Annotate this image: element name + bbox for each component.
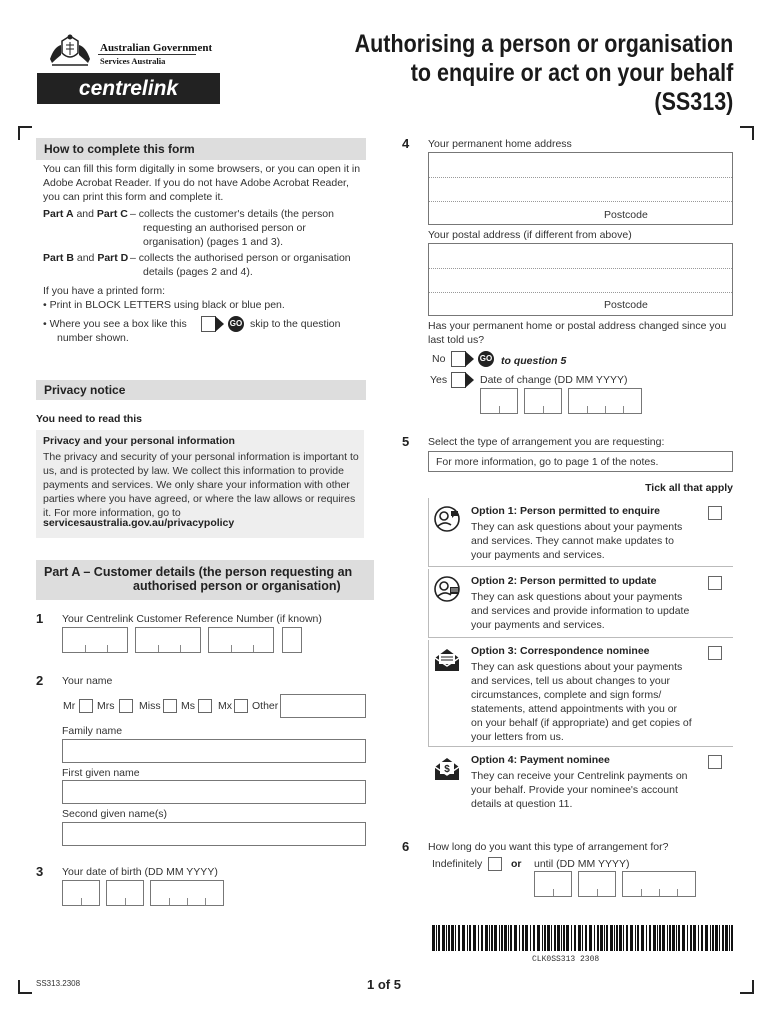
barcode-bar — [667, 925, 668, 951]
barcode-bar — [448, 925, 450, 951]
crop-mark-top-left — [18, 126, 32, 140]
dob-day[interactable] — [62, 880, 100, 906]
barcode-bar — [537, 925, 540, 951]
q1-label: Your Centrelink Customer Reference Number (if known) — [62, 613, 322, 625]
option-2-checkbox[interactable] — [708, 576, 722, 590]
barcode-bar — [662, 925, 665, 951]
barcode-bar — [641, 925, 644, 951]
barcode-bar — [600, 925, 603, 951]
barcode-bar — [462, 925, 465, 951]
barcode-bar — [510, 925, 512, 951]
family-name-input[interactable] — [62, 739, 366, 763]
title-other-input[interactable] — [280, 694, 366, 718]
title-line-1: Authorising a person or organisation — [354, 30, 733, 58]
option-3-desc-1: They can ask questions about your payments — [471, 661, 683, 673]
privacy-body: The privacy and security of your personal information is important to us, and is protected by law. We collect this information to provide payments and services. We only share your information with other parties where you have agreed, or where the law allows or requires it. For more information, go to — [43, 451, 359, 519]
q4-number: 4 — [402, 136, 410, 151]
barcode-bar — [715, 925, 718, 951]
coat-of-arms-icon — [48, 33, 92, 67]
barcode-bar — [501, 925, 503, 951]
part-d-label: Part D — [97, 252, 129, 264]
barcode-bar — [657, 925, 658, 951]
barcode-bar — [533, 925, 535, 951]
barcode-bar — [606, 925, 608, 951]
title-line-2: to enquire or act on your behalf — [410, 59, 733, 87]
barcode-bar — [561, 925, 562, 951]
barcode-bar — [653, 925, 656, 951]
barcode-bar — [731, 925, 733, 951]
barcode-bar — [646, 925, 647, 951]
home-postcode-label: Postcode — [604, 209, 648, 221]
option-4-desc-1: They can receive your Centrelink payments on — [471, 770, 688, 782]
q2-label: Your name — [62, 675, 113, 687]
option-3-desc-2: and services, tell us about changes to your — [471, 675, 671, 687]
barcode-bar — [630, 925, 633, 951]
option-1-desc-3: your payments and services. — [471, 549, 605, 561]
barcode-bar — [649, 925, 651, 951]
title-other-label: Other — [252, 700, 279, 712]
agency-name: Australian Government — [100, 42, 213, 54]
barcode-bar — [458, 925, 460, 951]
option-3-desc-3: circumstances, complete and sign forms/ — [471, 689, 662, 701]
barcode-bar — [589, 925, 592, 951]
printed-intro: If you have a printed form: — [43, 285, 165, 297]
option-3-checkbox[interactable] — [708, 646, 722, 660]
barcode-bar — [514, 925, 517, 951]
and-word: and — [76, 208, 94, 220]
barcode-bar — [614, 925, 615, 951]
barcode-bar — [597, 925, 599, 951]
barcode-bar — [582, 925, 583, 951]
option-3-desc — [471, 660, 726, 744]
barcode-bar — [563, 925, 565, 951]
go-to-q5-badge: GO — [478, 351, 494, 367]
barcode-bar — [687, 925, 688, 951]
option-2-title: Option 2: Person permitted to update — [471, 575, 657, 587]
how-to-heading: How to complete this form — [36, 138, 366, 160]
barcode-bar — [659, 925, 661, 951]
barcode-bar — [551, 925, 552, 951]
barcode-bar — [499, 925, 500, 951]
person-enquire-icon — [433, 505, 461, 533]
barcode-bar — [585, 925, 587, 951]
crn-seg-2[interactable] — [135, 627, 201, 653]
barcode-bar — [705, 925, 708, 951]
barcode-bar — [485, 925, 488, 951]
barcode-bar — [701, 925, 703, 951]
q6-label: How long do you want this type of arrangement for? — [428, 841, 669, 853]
barcode-bar — [676, 925, 677, 951]
indefinitely-label: Indefinitely — [432, 858, 483, 870]
date-change-label: Date of change (DD MM YYYY) — [480, 374, 628, 386]
barcode-bar — [669, 925, 671, 951]
barcode-bar — [469, 925, 471, 951]
form-version: SS313.2308 — [36, 979, 81, 988]
barcode-bar — [574, 925, 576, 951]
address-changed-question: Has your permanent home or postal address changed since you last told us? — [428, 320, 727, 346]
barcode-bar — [467, 925, 468, 951]
barcode-bar — [637, 925, 639, 951]
crn-seg-4[interactable] — [282, 627, 302, 653]
part-a-heading-line2: authorised person or organisation) — [133, 579, 341, 593]
and-word-2: and — [76, 252, 95, 264]
title-ms-checkbox[interactable] — [198, 699, 212, 713]
q5-label: Select the type of arrangement you are requesting: — [428, 436, 665, 448]
option-3-desc-6: your letters from us. — [471, 731, 564, 743]
barcode-bar — [554, 925, 556, 951]
barcode-bar — [547, 925, 550, 951]
barcode-bar — [473, 925, 476, 951]
agency-divider — [98, 54, 196, 55]
barcode-bar — [455, 925, 456, 951]
option-4-desc — [471, 769, 721, 811]
barcode-bar — [719, 925, 720, 951]
or-label: or — [511, 858, 522, 870]
option-2-desc-1: They can ask questions about your payments — [471, 591, 683, 603]
barcode-bar — [635, 925, 636, 951]
barcode-bar — [729, 925, 730, 951]
first-given-label: First given name — [62, 767, 140, 779]
dob-year[interactable] — [150, 880, 224, 906]
privacy-subheading: Privacy and your personal information — [43, 435, 235, 447]
option-1-desc-2: and services. They cannot make updates to — [471, 535, 674, 547]
barcode-bar — [571, 925, 572, 951]
q5-number: 5 — [402, 434, 410, 449]
change-day[interactable] — [480, 388, 518, 414]
title-mr-label: Mr — [63, 700, 76, 712]
privacy-heading: Privacy notice — [36, 380, 366, 400]
tick-all-note: Tick all that apply — [645, 482, 733, 494]
title-mx-checkbox[interactable] — [234, 699, 248, 713]
until-year[interactable] — [622, 871, 696, 897]
payment-envelope-icon — [433, 755, 461, 783]
barcode-bar — [610, 925, 613, 951]
crop-mark-bottom-left — [18, 980, 32, 994]
option-4-desc-2: your behalf. Provide your nominee's account — [471, 784, 678, 796]
barcode-bar — [698, 925, 699, 951]
bullet-go-post: skip to the question number shown. — [57, 318, 341, 344]
barcode-bar — [544, 925, 546, 951]
agency-subname: Services Australia — [100, 56, 166, 66]
option-1-desc — [471, 520, 711, 562]
privacy-link[interactable]: servicesaustralia.gov.au/privacypolicy — [43, 517, 235, 529]
second-given-label: Second given name(s) — [62, 808, 168, 820]
barcode-bar — [578, 925, 581, 951]
changed-yes-label: Yes — [430, 374, 448, 386]
go-badge: GO — [228, 316, 244, 332]
home-address-label: Your permanent home address — [428, 138, 572, 150]
barcode-bar — [508, 925, 509, 951]
postal-postcode-label: Postcode — [604, 299, 648, 311]
barcode-bar — [682, 925, 685, 951]
bullet-block-letters: • Print in BLOCK LETTERS using black or blue pen. — [43, 299, 285, 311]
part-a-heading-line1: Part A – Customer details (the person requesting an — [44, 565, 353, 579]
option-4-desc-3: details at question 11. — [471, 798, 573, 810]
q6-number: 6 — [402, 839, 410, 854]
title-ms-label: Ms — [181, 700, 195, 712]
part-a-label: Part A — [43, 208, 74, 220]
crn-seg-3[interactable] — [208, 627, 274, 653]
title-mx-label: Mx — [218, 700, 232, 712]
barcode-bar — [481, 925, 483, 951]
barcode-bar — [504, 925, 507, 951]
form-code: (SS313) — [654, 88, 733, 116]
barcode-bar — [491, 925, 493, 951]
part-a-heading — [36, 560, 374, 600]
barcode-bar — [525, 925, 528, 951]
barcode-bar — [722, 925, 724, 951]
barcode-bar — [522, 925, 524, 951]
barcode-bar — [725, 925, 728, 951]
barcode-bar — [710, 925, 711, 951]
bullet-go-pre: Where you see a box like this — [49, 318, 187, 330]
bullet-go-box: • Where you see a box like this — [43, 318, 187, 330]
barcode-text: CLK0SS313 2308 — [532, 955, 600, 964]
svg-text:$: $ — [444, 764, 450, 775]
option-2-desc-2: and services and provide information to update — [471, 605, 690, 617]
barcode-bar — [432, 925, 435, 951]
postal-address-label: Your postal address (if different from above) — [428, 229, 632, 241]
go-to-question-5: to question 5 — [501, 355, 567, 367]
title-mr-checkbox[interactable] — [79, 699, 93, 713]
barcode-bar — [436, 925, 437, 951]
barcode-bar — [451, 925, 454, 951]
option-3-title: Option 3: Correspondence nominee — [471, 645, 650, 657]
barcode-bar — [489, 925, 490, 951]
changed-yes-checkbox[interactable] — [451, 372, 475, 388]
title-miss-checkbox[interactable] — [163, 699, 177, 713]
envelope-icon — [433, 646, 461, 674]
option-2-desc-3: your payments and services. — [471, 619, 605, 631]
barcode-bar — [690, 925, 692, 951]
barcode-bar — [519, 925, 520, 951]
need-to-read: You need to read this — [36, 413, 142, 425]
brand-logo: centrelink — [78, 77, 179, 100]
family-name-label: Family name — [62, 725, 123, 737]
barcode-bar — [604, 925, 605, 951]
option-3-desc-4: statements, attend appointments with you or — [471, 703, 678, 715]
barcode-bar — [438, 925, 440, 951]
barcode-bar — [566, 925, 569, 951]
title-miss-label: Miss — [139, 700, 161, 712]
part-c-label: Part C — [96, 208, 128, 220]
option-1-title: Option 1: Person permitted to enquire — [471, 505, 661, 517]
until-month[interactable] — [578, 871, 616, 897]
part-ac-description: – collects the customer's details (the person requesting an authorised person or organisation) (pages 1 and 3). — [130, 208, 334, 248]
crop-mark-bottom-right — [740, 980, 754, 994]
q5-info-box: For more information, go to page 1 of the notes. — [428, 451, 733, 472]
postal-address-input[interactable] — [428, 243, 733, 316]
barcode-bar — [494, 925, 497, 951]
barcode-bar — [542, 925, 543, 951]
crn-field[interactable] — [62, 627, 304, 653]
first-given-input[interactable] — [62, 780, 366, 804]
barcode-bar — [442, 925, 445, 951]
barcode-bar — [678, 925, 680, 951]
barcode — [432, 925, 734, 951]
option-4-checkbox[interactable] — [708, 755, 722, 769]
barcode-bar — [478, 925, 479, 951]
changed-no-label: No — [432, 353, 446, 365]
barcode-bar — [626, 925, 628, 951]
q3-number: 3 — [36, 864, 44, 879]
how-to-intro: You can fill this form digitally in some browsers, or you can open it in Adobe Acrobat Reader. If you do not have Adobe Acrobat Reader, you can print this form and complete it. — [43, 163, 361, 203]
option-3-desc-5: on your behalf (if appropriate) and get copies of — [471, 717, 692, 729]
option-4-title: Option 4: Payment nominee — [471, 754, 610, 766]
barcode-bar — [619, 925, 622, 951]
page-number: 1 of 5 — [367, 977, 401, 992]
option-1-desc-1: They can ask questions about your payments — [471, 521, 683, 533]
changed-no-checkbox[interactable] — [451, 351, 475, 367]
part-b-label: Part B — [43, 252, 74, 264]
option-2-desc — [471, 590, 721, 632]
barcode-bar — [530, 925, 531, 951]
barcode-bar — [712, 925, 714, 951]
crn-seg-1[interactable] — [62, 627, 128, 653]
option-1-checkbox[interactable] — [708, 506, 722, 520]
barcode-bar — [557, 925, 560, 951]
until-day[interactable] — [534, 871, 572, 897]
page-title — [354, 30, 733, 117]
indefinitely-checkbox[interactable] — [488, 857, 502, 871]
change-month[interactable] — [524, 388, 562, 414]
change-year[interactable] — [568, 388, 642, 414]
q3-label: Your date of birth (DD MM YYYY) — [62, 866, 218, 878]
part-bd-description: – collects the authorised person or organisation details (pages 2 and 4). — [130, 252, 351, 278]
person-update-icon — [433, 575, 461, 603]
barcode-bar — [616, 925, 618, 951]
title-mrs-label: Mrs — [97, 700, 115, 712]
crop-mark-top-right — [740, 126, 754, 140]
until-label: until (DD MM YYYY) — [534, 858, 630, 870]
bullet-block-letters-text: Print in BLOCK LETTERS using black or blue pen. — [49, 299, 285, 311]
second-given-input[interactable] — [62, 822, 366, 846]
q2-number: 2 — [36, 673, 44, 688]
title-mrs-checkbox[interactable] — [119, 699, 133, 713]
home-address-input[interactable] — [428, 152, 733, 225]
q1-number: 1 — [36, 611, 44, 626]
barcode-bar — [623, 925, 624, 951]
barcode-bar — [693, 925, 696, 951]
dob-month[interactable] — [106, 880, 144, 906]
barcode-bar — [594, 925, 595, 951]
barcode-bar — [446, 925, 447, 951]
barcode-bar — [672, 925, 675, 951]
